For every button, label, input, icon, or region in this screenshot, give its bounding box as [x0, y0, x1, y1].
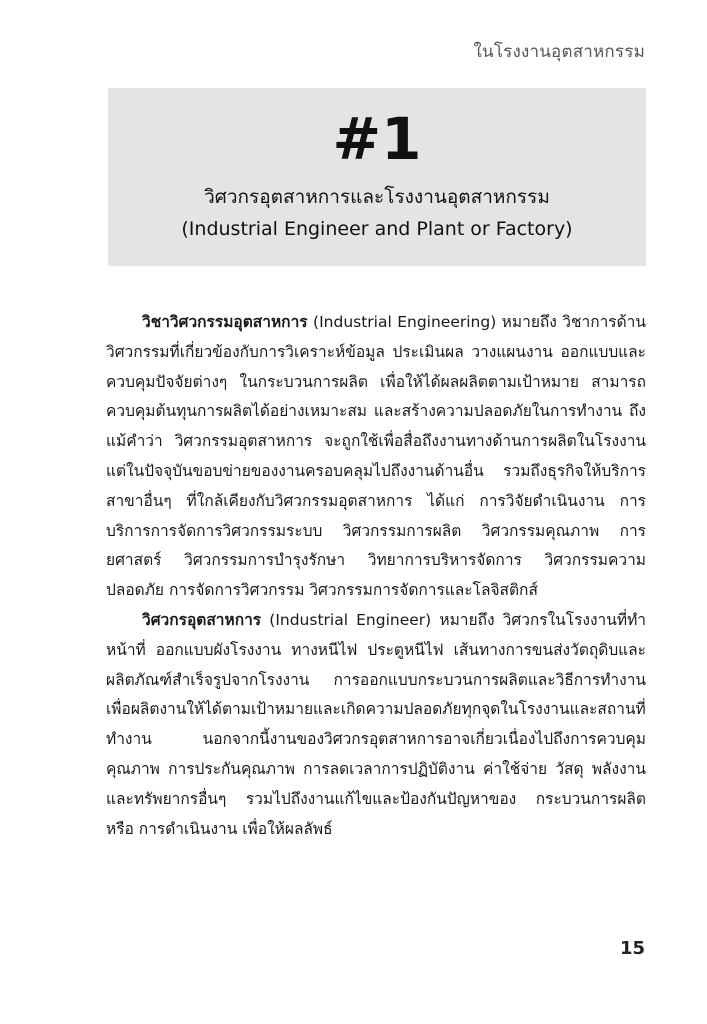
paragraph-industrial-engineering — [106, 308, 646, 606]
chapter-title-thai: วิศวกรอุตสาหการและโรงงานอุตสาหกรรม — [204, 186, 550, 208]
defined-term: วิศวกรอุตสาหการ — [142, 610, 262, 629]
paragraph-text: (Industrial Engineer) หมายถึง วิศวกรในโรงงานที่ทำหน้าที่ ออกแบบผังโรงงาน ทางหนีไฟ ประตูหนีไฟ เส้นทางการขนส่งวัตถุดิบและผลิตภัณฑ์สำเร็จรูปจากโรงงาน การออกแบบกระบวนการผลิตและวิธีการทำงาน เพื่อผลิตงานให้ได้ตามเป้าหมายและเกิดความปลอดภัยทุกจุดในโรงงานและสถานที่ทำงาน นอกจากนี้งานของวิศวกรอุตสาหการอาจเกี่ยวเนื่องไปถึงการควบคุมคุณภาพ การประกันคุณภาพ การลดเวลาการปฏิบัติงาน ค่าใช้จ่าย วัสดุ พลังงาน และทรัพยากรอื่นๆ รวมไปถึงงานแก้ไขและป้องกันปัญหาของ กระบวนการผลิต หรือ การดำเนินงาน เพื่อให้ผลลัพธ์ — [106, 610, 646, 838]
body-text — [106, 308, 646, 844]
page-number: 15 — [619, 938, 645, 959]
chapter-title-english: (Industrial Engineer and Plant or Factory) — [181, 218, 573, 240]
paragraph-text: (Industrial Engineering) หมายถึง วิชาการด้านวิศวกรรมที่เกี่ยวข้องกับการวิเคราะห์ข้อมูล ประเมินผล วางแผนงาน ออกแบบและควบคุมปัจจัยต่างๆ ในกระบวนการผลิต เพื่อให้ได้ผลผลิตตามเป้าหมาย สามารถควบคุมต้นทุนการผลิตได้อย่างเหมาะสม และสร้างความปลอดภัยในการทำงาน ถึงแม้คำว่า วิศวกรรมอุตสาหการ จะถูกใช้เพื่อสื่อถึงงานทางด้านการผลิตในโรงงาน แต่ในปัจจุบันขอบข่ายของงานครอบคลุมไปถึงงานด้านอื่น รวมถึงธุรกิจให้บริการสาขาอื่นๆ ที่ใกล้เคียงกับวิศวกรรมอุตสาหการ ได้แก่ การวิจัยดำเนินงาน การบริการการจัดการวิศวกรรมระบบ วิศวกรรมการผลิต วิศวกรรมคุณภาพ การยศาสตร์ วิศวกรรมการบำรุงรักษา วิทยาการบริหารจัดการ วิศวกรรมความปลอดภัย การจัดการวิศวกรรม วิศวกรรมการจัดการและโลจิสติกส์ — [106, 313, 646, 600]
running-header: ในโรงงานอุตสาหกรรม — [473, 42, 645, 62]
paragraph-industrial-engineer — [106, 606, 646, 844]
chapter-number: #1 — [332, 105, 422, 173]
chapter-title-box — [108, 88, 646, 266]
defined-term: วิชาวิศวกรรมอุตสาหการ — [142, 313, 308, 331]
